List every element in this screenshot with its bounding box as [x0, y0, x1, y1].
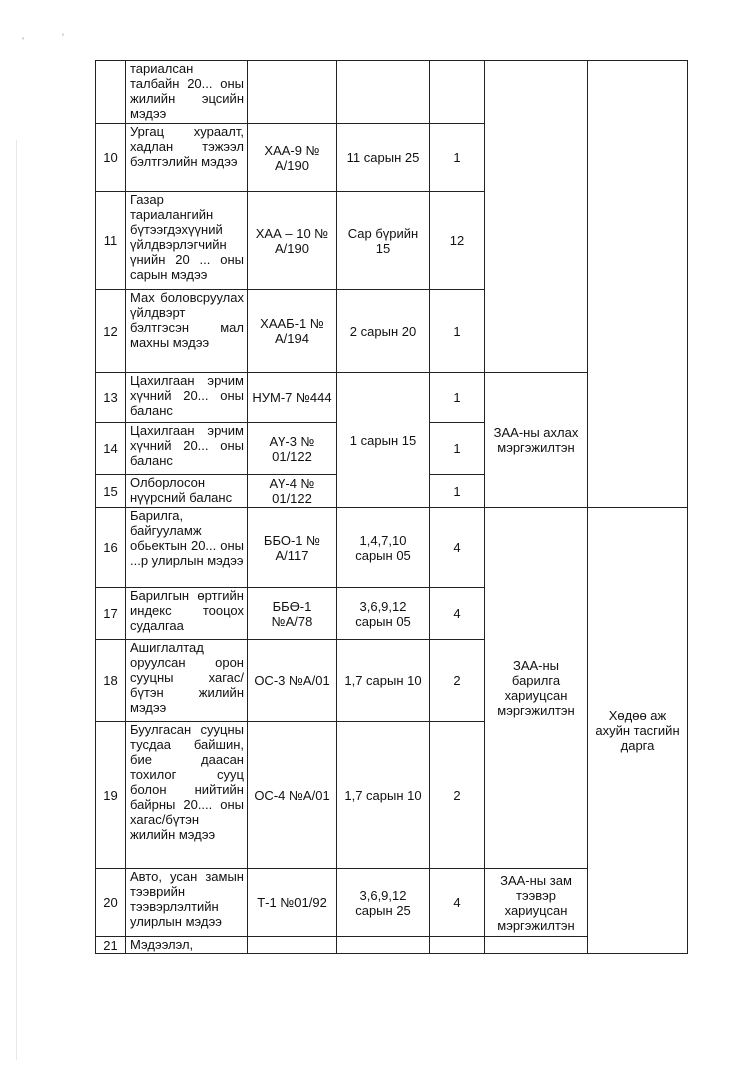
report-name: Газар тариалангийн бүтээгдэхүүний үйлдвэрлэгчийн үнийн 20 ... оны сарын мэдээ	[126, 192, 248, 290]
responsible-specialist: ЗАА-ны зам тээвэр хариуцсан мэргэжилтэн	[485, 869, 588, 937]
frequency: 4	[430, 508, 485, 588]
report-name: Барилга, байгууламж обьектын 20... оны ...р улирлын мэдээ	[126, 508, 248, 588]
deadline: 2 сарын 20	[337, 290, 430, 373]
responsible-specialist: ЗАА-ны барилга хариуцсан мэргэжилтэн	[485, 508, 588, 869]
row-number: 21	[96, 937, 126, 954]
form-code: ХАА-9 № А/190	[248, 124, 337, 192]
form-code: АҮ-4 № 01/122	[248, 475, 337, 508]
approver: Хөдөө аж ахуйн тасгийн дарга	[588, 508, 688, 954]
table-row	[96, 508, 688, 588]
report-name: Мэдээлэл,	[126, 937, 248, 954]
frequency: 1	[430, 475, 485, 508]
form-code: ОС-3 №А/01	[248, 640, 337, 722]
report-name: Ашиглалтад оруулсан орон сууцны хагас/бүтэн жилийн мэдээ	[126, 640, 248, 722]
deadline: 3,6,9,12 сарын 25	[337, 869, 430, 937]
frequency	[430, 61, 485, 124]
frequency: 2	[430, 640, 485, 722]
row-number	[96, 61, 126, 124]
scan-edge-line	[16, 140, 17, 1060]
frequency: 2	[430, 722, 485, 869]
approver-cell-empty	[588, 61, 688, 508]
frequency: 1	[430, 373, 485, 423]
form-code	[248, 937, 337, 954]
report-name: Мах боловсруулах үйлдвэрт бэлтгэсэн мал махны мэдээ	[126, 290, 248, 373]
frequency: 12	[430, 192, 485, 290]
deadline: 1,7 сарын 10	[337, 640, 430, 722]
frequency: 1	[430, 290, 485, 373]
statistics-report-table	[95, 60, 688, 954]
row-number: 15	[96, 475, 126, 508]
responsible-cell-empty	[485, 61, 588, 373]
deadline: 3,6,9,12 сарын 05	[337, 588, 430, 640]
row-number: 11	[96, 192, 126, 290]
report-name: Авто, усан замын тээврийн тээвэрлэлтийн улирлын мэдээ	[126, 869, 248, 937]
form-code: ББӨ-1 №А/78	[248, 588, 337, 640]
form-code: НУМ-7 №444	[248, 373, 337, 423]
row-number: 20	[96, 869, 126, 937]
row-number: 16	[96, 508, 126, 588]
row-number: 18	[96, 640, 126, 722]
form-code: ХАА – 10 № А/190	[248, 192, 337, 290]
form-code: ОС-4 №А/01	[248, 722, 337, 869]
form-code	[248, 61, 337, 124]
frequency: 1	[430, 124, 485, 192]
row-number: 19	[96, 722, 126, 869]
form-code: АҮ-3 № 01/122	[248, 423, 337, 475]
deadline: 1,7 сарын 10	[337, 722, 430, 869]
row-number: 13	[96, 373, 126, 423]
deadline: 11 сарын 25	[337, 124, 430, 192]
report-name: тариалсан талбайн 20... оны жилийн эцсийн мэдээ	[126, 61, 248, 124]
report-name: Олборлосон нүүрсний баланс	[126, 475, 248, 508]
frequency: 4	[430, 869, 485, 937]
form-code: ББО-1 № А/117	[248, 508, 337, 588]
frequency: 1	[430, 423, 485, 475]
report-name: Ургац хураалт, хадлан тэжээл бэлтгэлийн мэдээ	[126, 124, 248, 192]
frequency: 4	[430, 588, 485, 640]
deadline: 1 сарын 15	[337, 373, 430, 508]
scan-mark: ’	[22, 36, 24, 46]
report-name: Цахилгаан эрчим хүчний 20... оны баланс	[126, 373, 248, 423]
deadline: Сар бүрийн 15	[337, 192, 430, 290]
row-number: 12	[96, 290, 126, 373]
form-code: Т-1 №01/92	[248, 869, 337, 937]
table-row	[96, 61, 688, 124]
deadline	[337, 937, 430, 954]
report-name: Барилгын өртгийн индекс тооцох судалгаа	[126, 588, 248, 640]
report-name: Буулгасан сууцны тусдаа байшин, бие даасан тохилог сууц болон нийтийн байрны 20.... оны хагас/бүтэн жилийн мэдээ	[126, 722, 248, 869]
frequency	[430, 937, 485, 954]
row-number: 17	[96, 588, 126, 640]
scan-mark: ‘	[62, 32, 64, 42]
deadline: 1,4,7,10 сарын 05	[337, 508, 430, 588]
responsible-cell-empty	[485, 937, 588, 954]
form-code: ХААБ-1 № А/194	[248, 290, 337, 373]
deadline	[337, 61, 430, 124]
row-number: 14	[96, 423, 126, 475]
report-name: Цахилгаан эрчим хүчний 20... оны баланс	[126, 423, 248, 475]
responsible-specialist: ЗАА-ны ахлах мэргэжилтэн	[485, 373, 588, 508]
row-number: 10	[96, 124, 126, 192]
